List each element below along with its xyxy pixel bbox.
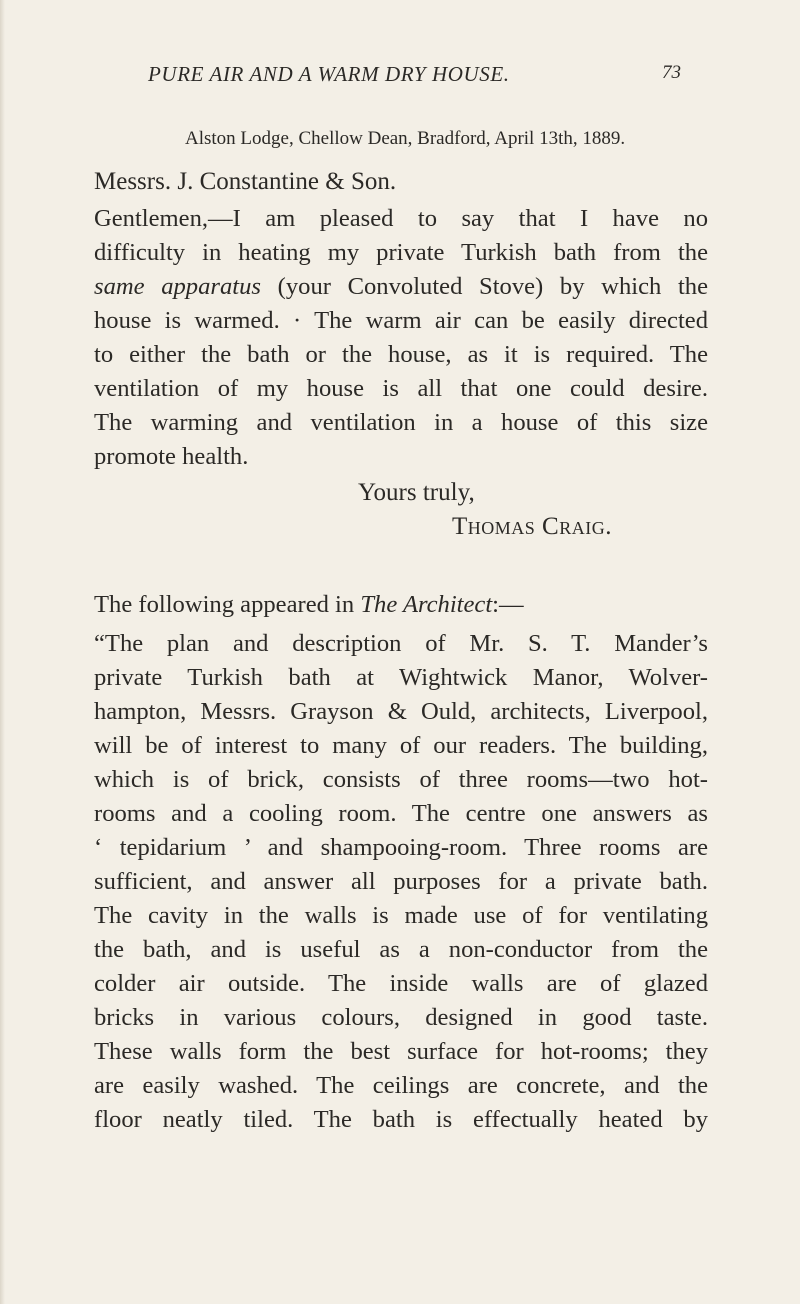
letter-line: difficulty in heating my private Turkish bath from the: [94, 239, 708, 266]
article-line: rooms and a cooling room. The centre one answers as: [94, 800, 708, 827]
page-header: [0, 62, 800, 90]
letter-line: promote health.: [94, 443, 249, 470]
page-number: 73: [662, 62, 681, 83]
article-line: floor neatly tiled. The bath is effectually heated by: [94, 1106, 708, 1133]
letter-salutation: Messrs. J. Constantine & Son.: [94, 168, 397, 195]
intro-prefix: The following appeared in: [94, 591, 361, 618]
letter-line: Gentlemen,—I am pleased to say that I have no: [94, 205, 708, 232]
letter-line: house is warmed. · The warm air can be easily directed: [94, 307, 708, 334]
article-line: These walls form the best surface for hot-rooms; they: [94, 1038, 708, 1065]
letter-line-rest: (your Convoluted Stove) by which the: [260, 273, 708, 300]
letter-line: ventilation of my house is all that one could desire.: [94, 375, 708, 402]
letter-dateline: Alston Lodge, Chellow Dean, Bradford, April 13th, 1889.: [185, 128, 626, 149]
article-line: bricks in various colours, designed in good taste.: [94, 1004, 708, 1031]
article-line: colder air outside. The inside walls are of glazed: [94, 970, 708, 997]
article-line: which is of brick, consists of three rooms—two hot-: [94, 766, 708, 793]
letter-line: The warming and ventilation in a house of this size: [94, 409, 708, 436]
article-line: are easily washed. The ceilings are concrete, and the: [94, 1072, 708, 1099]
italic-phrase: same apparatus: [94, 273, 261, 300]
letter-line: to either the bath or the house, as it is required. The: [94, 341, 708, 368]
article-line: private Turkish bath at Wightwick Manor, Wolver-: [94, 664, 708, 691]
article-line: will be of interest to many of our readers. The building,: [94, 732, 708, 759]
article-line: sufficient, and answer all purposes for a private bath.: [94, 868, 708, 895]
publication-title: The Architect: [360, 591, 493, 618]
letter-line: [94, 270, 708, 304]
article-intro: [94, 588, 708, 622]
running-head: PURE AIR AND A WARM DRY HOUSE.: [148, 62, 510, 86]
intro-suffix: :—: [492, 591, 524, 618]
letter-signature: Thomas Craig.: [452, 513, 612, 540]
article-line: The cavity in the walls is made use of for ventilating: [94, 902, 708, 929]
article-line: “The plan and description of Mr. S. T. Mander’s: [94, 630, 708, 657]
article-line: the bath, and is useful as a non-conductor from the: [94, 936, 708, 963]
article-line: ‘ tepidarium ’ and shampooing-room. Three rooms are: [94, 834, 708, 861]
page-edge: [0, 0, 5, 1304]
article-line: hampton, Messrs. Grayson & Ould, architects, Liverpool,: [94, 698, 708, 725]
letter-closing: Yours truly,: [358, 479, 475, 506]
